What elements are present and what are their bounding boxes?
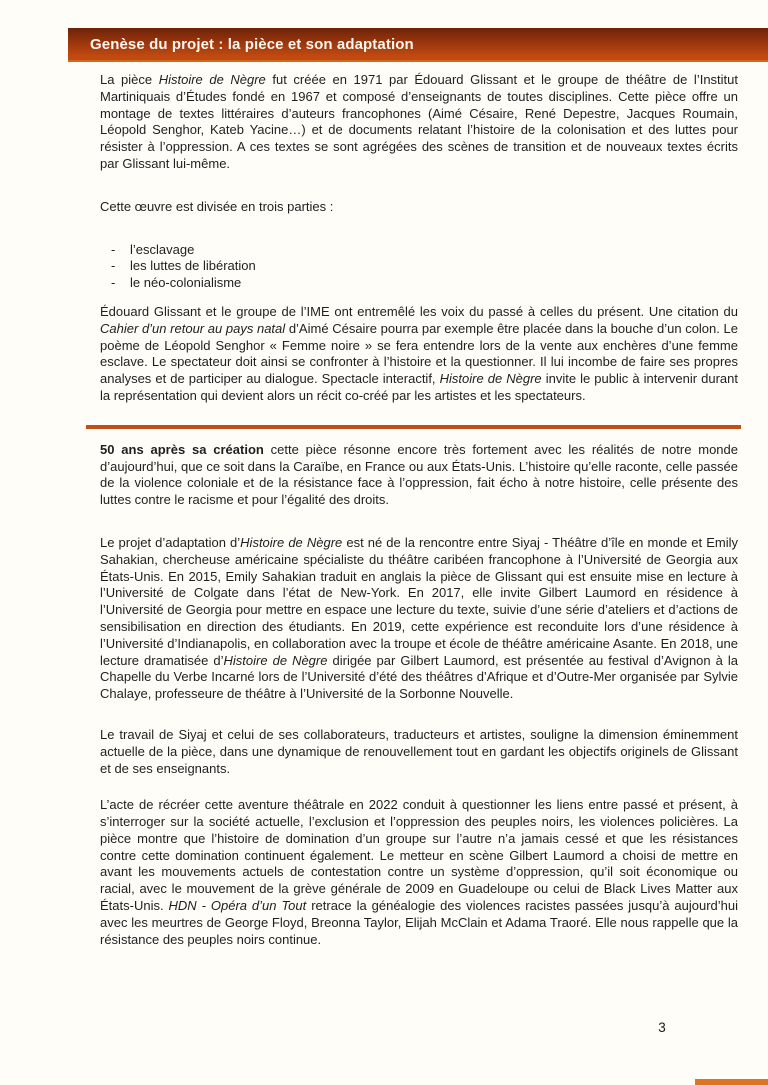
list-item [111,275,738,292]
paragraph-parts-intro: Cette œuvre est divisée en trois parties : [100,198,334,214]
dash-bullet: - [111,275,116,291]
paragraph-piece-origin: La pièce Histoire de Nègre fut créée en 1971 par Édouard Glissant et le groupe de théâtre de l’Institut Martiniquais d’Études fondé en 1967 et composé d’enseignants de toutes disciplines. Cette pièce offre un montage de textes littéraires d’auteurs francophones (Aimé Césaire, René Depestre, Jacques Roumain, Léopold Senghor, Kateb Yacine…) et de documents relatant l’histoire de la colonisation et des luttes pour résister à l’oppression. A ces textes se sont agrégées des scènes de transition et de nouveaux textes écrits par Glissant lui-même. [100,72,739,171]
list-item [111,242,738,259]
dash-bullet: - [111,241,116,257]
dash-bullet: - [111,258,116,274]
paragraph-siyaj-work: Le travail de Siyaj et celui de ses collaborateurs, traducteurs et artistes, souligne la dimension éminemment actuelle de la pièce, dans une dynamique de renouvellement tout en gardant les objectifs originels de Glissant et de ses enseignants. [100,726,738,776]
parts-list [100,242,738,292]
paragraph-recreate-2022: L’acte de récréer cette aventure théâtrale en 2022 conduit à questionner les liens entre passé et présent, à s’interroger sur la société actuelle, l’exclusion et l’oppression des peuples noirs, les violences policières. La pièce montre que l’histoire de domination d’un groupe sur l’autre n’a jamais cessé et que les résistances contre cette domination continuent également. Le metteur en scène Gilbert Laumord a choisi de mettre en avant les mouvements actuels de contestation contre un système d’oppression, qu’il soit économique ou racial, avec le mouvement de la grève générale de 2009 en Guadeloupe ou celui de Black Lives Matter aux États-Unis. HDN - Opéra d’un Tout retrace la généalogie des violences racistes passées jusqu’à aujourd’hui avec les meurtres de George Floyd, Breonna Taylor, Elijah McClain et Adama Traoré. Elle nous rappelle que la résistance des peuples noirs continue. [100,797,738,947]
section-title: Genèse du projet : la pièce et son adaptation [90,35,414,53]
paragraph-adaptation-project: Le projet d’adaptation d’Histoire de Nègre est né de la rencontre entre Siyaj - Théâtre d’île en monde et Emily Sahakian, chercheuse américaine spécialiste du théâtre caribéen francophone à l’Université de Georgia aux États-Unis. En 2015, Emily Sahakian traduit en anglais la pièce de Glissant qui est ensuite mise en lecture à l’Université de Colgate dans l’état de New-York. En 2017, elle invite Gilbert Laumord en résidence à l’Université de Georgia pour mettre en espace une lecture du texte, suivie d’une série d’ateliers et d’actions de sensibilisation en direction des étudiants. En 2019, cette expérience est reconduite lors d’une résidence à l’Université d’Indianapolis, en collaboration avec la troupe et école de théâtre américaine Asante. En 2018, une lecture dramatisée d’Histoire de Nègre dirigée par Gilbert Laumord, est présentée au festival d’Avignon à la Chapelle du Verbe Incarné lors de l’Université d’été des théâtres d’Afrique et d’Outre-Mer organisée par Sylvie Chalaye, professeure de théâtre à l’Université de la Sorbonne Nouvelle. [100,534,739,702]
paragraph-fifty-years: 50 ans après sa création cette pièce résonne encore très fortement avec les réalités de notre monde d’aujourd’hui, que ce soit dans la Caraïbe, en France ou aux États-Unis. L’histoire qu’elle raconte, celle passée de la violence coloniale et de la résistance face à l’oppression, fait écho à notre histoire, celle présente des luttes contre le racisme et pour l’égalité des droits. [100,441,738,508]
list-item-label: l’esclavage [130,241,195,257]
section-divider [86,425,741,429]
paragraph-interweaving: Édouard Glissant et le groupe de l’IME ont entremêlé les voix du passé à celles du présent. Une citation du Cahier d’un retour au pays natal d’Aimé Césaire pourra par exemple être placée dans la bouche d’un colon. Le poème de Léopold Senghor « Femme noire » se fera entendre lors de la vente aux enchères d’une femme esclave. Le spectateur doit ainsi se confronter à l’histoire et la questionner. Il lui incombe de faire ses propres analyses et de participer au dialogue. Spectacle interactif, Histoire de Nègre invite le public à intervenir durant la représentation qui devient alors un récit co-créé par les artistes et les spectateurs. [100,303,738,403]
list-item-label: le néo-colonialisme [130,275,242,291]
footer-accent-bar [695,1079,768,1085]
page-number: 3 [658,1020,666,1035]
section-header-bar [68,28,768,62]
document-body [100,72,738,974]
list-item [111,258,738,275]
list-item-label: les luttes de libération [130,258,256,274]
